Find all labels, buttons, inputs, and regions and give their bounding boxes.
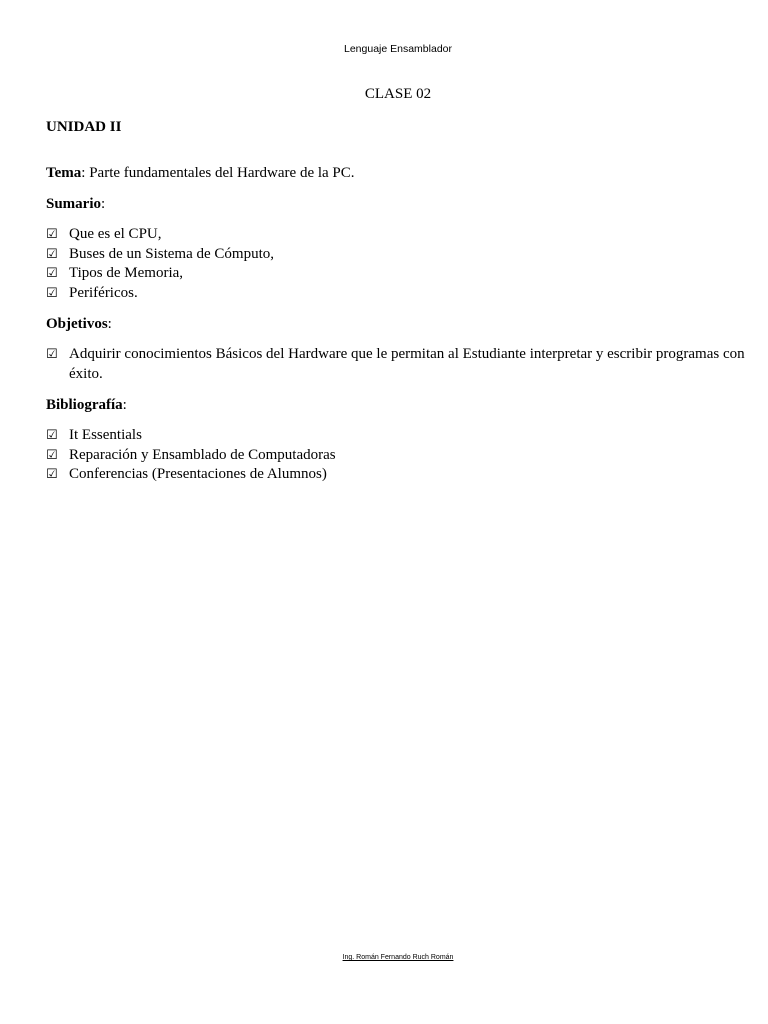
checkbox-icon: ☑ (46, 285, 58, 301)
bibliography-heading (46, 395, 746, 415)
checkbox-icon: ☑ (46, 467, 58, 482)
objectives-list (46, 345, 746, 384)
list-item-text: It Essentials (69, 427, 142, 443)
list-item-text: Periféricos. (69, 284, 138, 301)
objectives-colon: : (107, 316, 112, 332)
list-item-text: Tipos de Memoria, (69, 265, 184, 281)
list-item (46, 225, 746, 245)
document-body (46, 117, 746, 496)
page-header: Lenguaje Ensamblador (344, 43, 452, 55)
class-title: CLASE 02 (364, 86, 432, 102)
list-item-text: Reparación y Ensamblado de Computadoras (69, 446, 336, 463)
list-item-text: Adquirir conocimientos Básicos del Hardware que le permitan al Estudiante interpretar y escribir programas con éxito. (69, 346, 745, 382)
bibliography-list (46, 426, 746, 485)
unit-heading: UNIDAD II (46, 119, 122, 135)
objectives-heading (46, 314, 746, 334)
topic-text: : Parte fundamentales del Hardware de la PC. (81, 165, 355, 181)
checkbox-icon: ☑ (46, 347, 58, 362)
topic-line (46, 163, 746, 183)
list-item (46, 345, 746, 384)
list-item (46, 264, 746, 284)
summary-label: Sumario (46, 196, 102, 212)
list-item (46, 284, 746, 304)
list-item (46, 426, 746, 446)
list-item-text: Que es el CPU, (69, 226, 162, 242)
bibliography-label: Bibliografía (46, 397, 123, 413)
summary-heading (46, 194, 746, 214)
checkbox-icon: ☑ (46, 266, 58, 281)
objectives-label: Objetivos (46, 316, 108, 332)
topic-label: Tema (46, 165, 82, 181)
list-item-text: Conferencias (Presentaciones de Alumnos) (69, 466, 327, 482)
page-footer: Ing. Román Fernando Ruch Román (342, 954, 454, 961)
bibliography-colon: : (122, 397, 127, 413)
list-item (46, 465, 746, 485)
list-item (46, 446, 746, 466)
checkbox-icon: ☑ (46, 428, 58, 443)
checkbox-icon: ☑ (46, 227, 58, 242)
checkbox-icon: ☑ (46, 246, 58, 262)
summary-colon: : (101, 196, 106, 212)
summary-list (46, 225, 746, 303)
checkbox-icon: ☑ (46, 447, 58, 463)
list-item-text: Buses de un Sistema de Cómputo, (69, 245, 274, 262)
list-item (46, 245, 746, 265)
